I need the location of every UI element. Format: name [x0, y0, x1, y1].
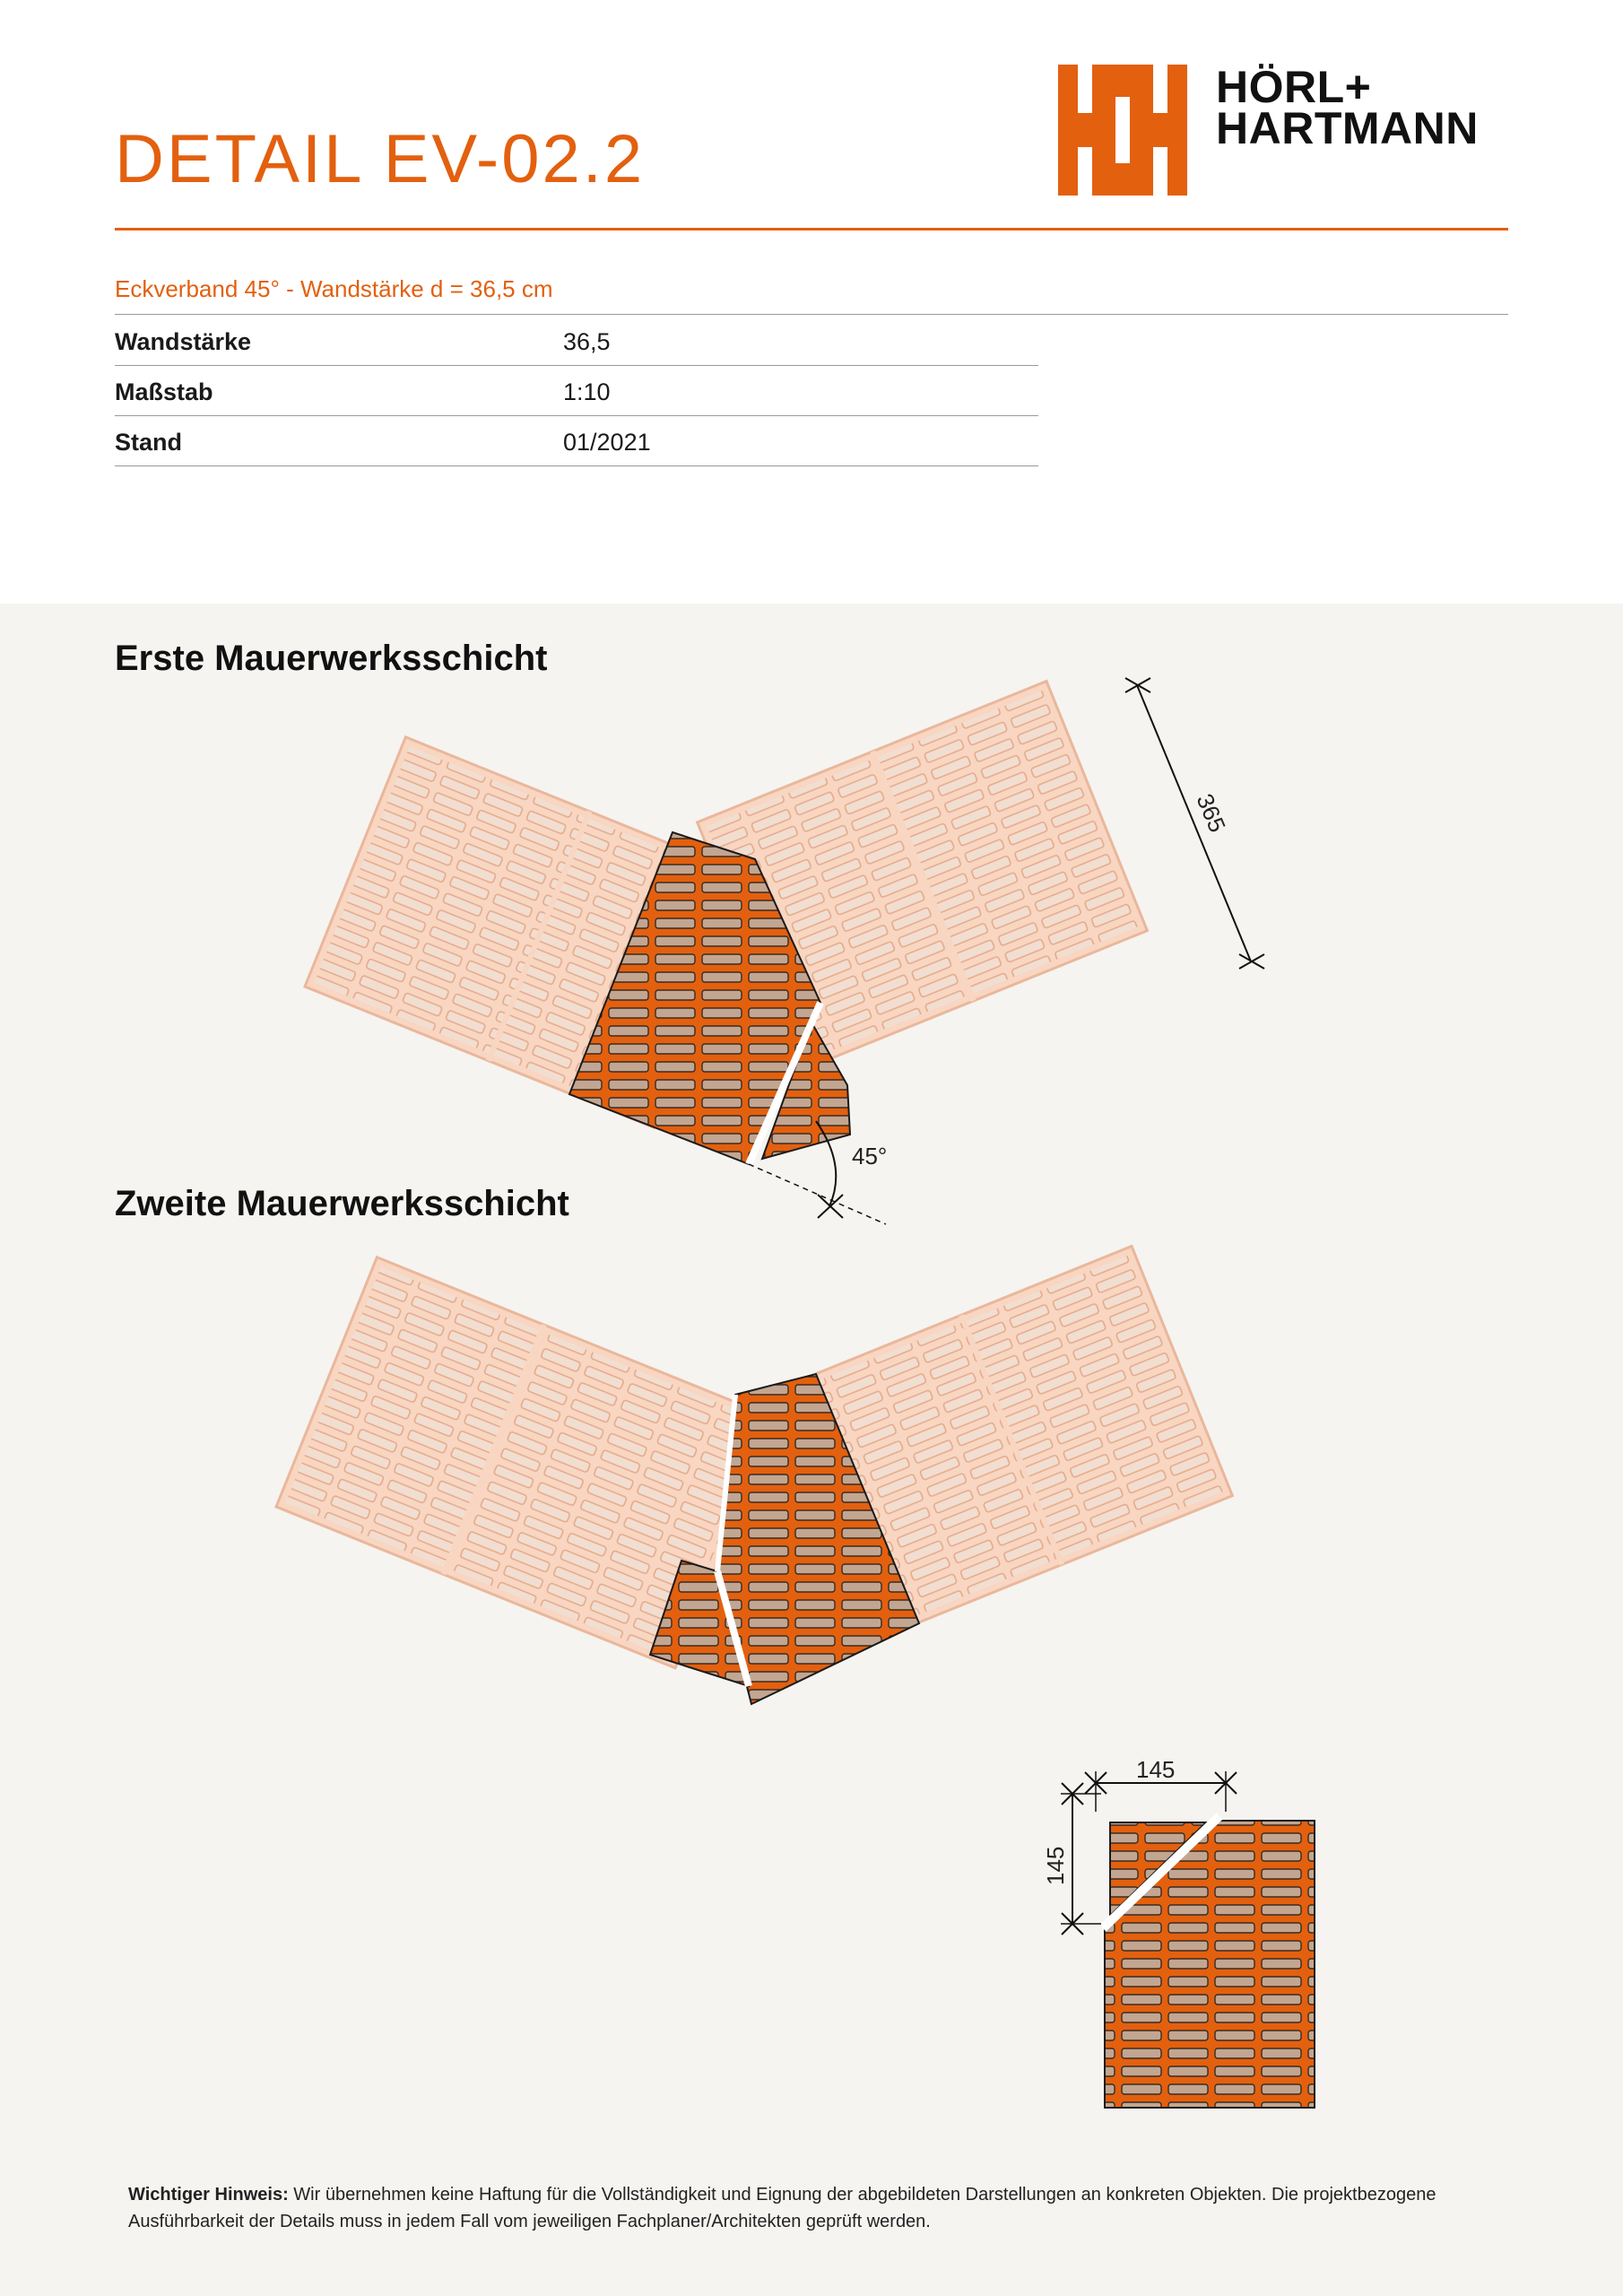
subtitle: Eckverband 45° - Wandstärke d = 36,5 cm: [115, 275, 553, 302]
dimension-cut-height-label: 145: [1042, 1846, 1069, 1885]
dimension-angle-label: 45°: [852, 1143, 888, 1170]
section-heading-second-course: Zweite Mauerwerksschicht: [115, 1184, 569, 1223]
first-course-drawing: [305, 678, 1264, 1224]
brand-name-line1: HÖRL+: [1216, 62, 1372, 112]
dimension-cut-height: [1042, 1783, 1101, 1935]
dimension-wall-thickness-label: 365: [1191, 789, 1232, 837]
dimension-cut-width-label: 145: [1136, 1756, 1176, 1783]
cut-detail-drawing: [1042, 1756, 1315, 2108]
legal-notice-label: Wichtiger Hinweis:: [128, 2185, 289, 2205]
section-heading-first-course: Erste Mauerwerksschicht: [115, 639, 548, 678]
meta-value: 01/2021: [563, 429, 651, 456]
meta-label: Wandstärke: [115, 328, 252, 355]
second-course-drawing: [276, 1247, 1232, 1704]
legal-notice-text: Wir übernehmen keine Haftung für die Vollständigkeit und Eignung der abgebildeten Darstellungen an konkreten Objekten. Die projektbezogene Ausführbarkeit der Details muss in jedem Fall vom jeweiligen Fachplaner/Architekten geprüft werden.: [128, 2185, 1436, 2231]
meta-label: Maßstab: [115, 378, 213, 405]
page-title: DETAIL EV-02.2: [115, 121, 646, 197]
legal-notice: [128, 2181, 1509, 2235]
meta-value: 36,5: [563, 328, 611, 355]
meta-value: 1:10: [563, 378, 611, 405]
brand-name-line2: HARTMANN: [1216, 103, 1479, 153]
meta-label: Stand: [115, 429, 183, 456]
dimension-cut-width: [1085, 1756, 1237, 1812]
